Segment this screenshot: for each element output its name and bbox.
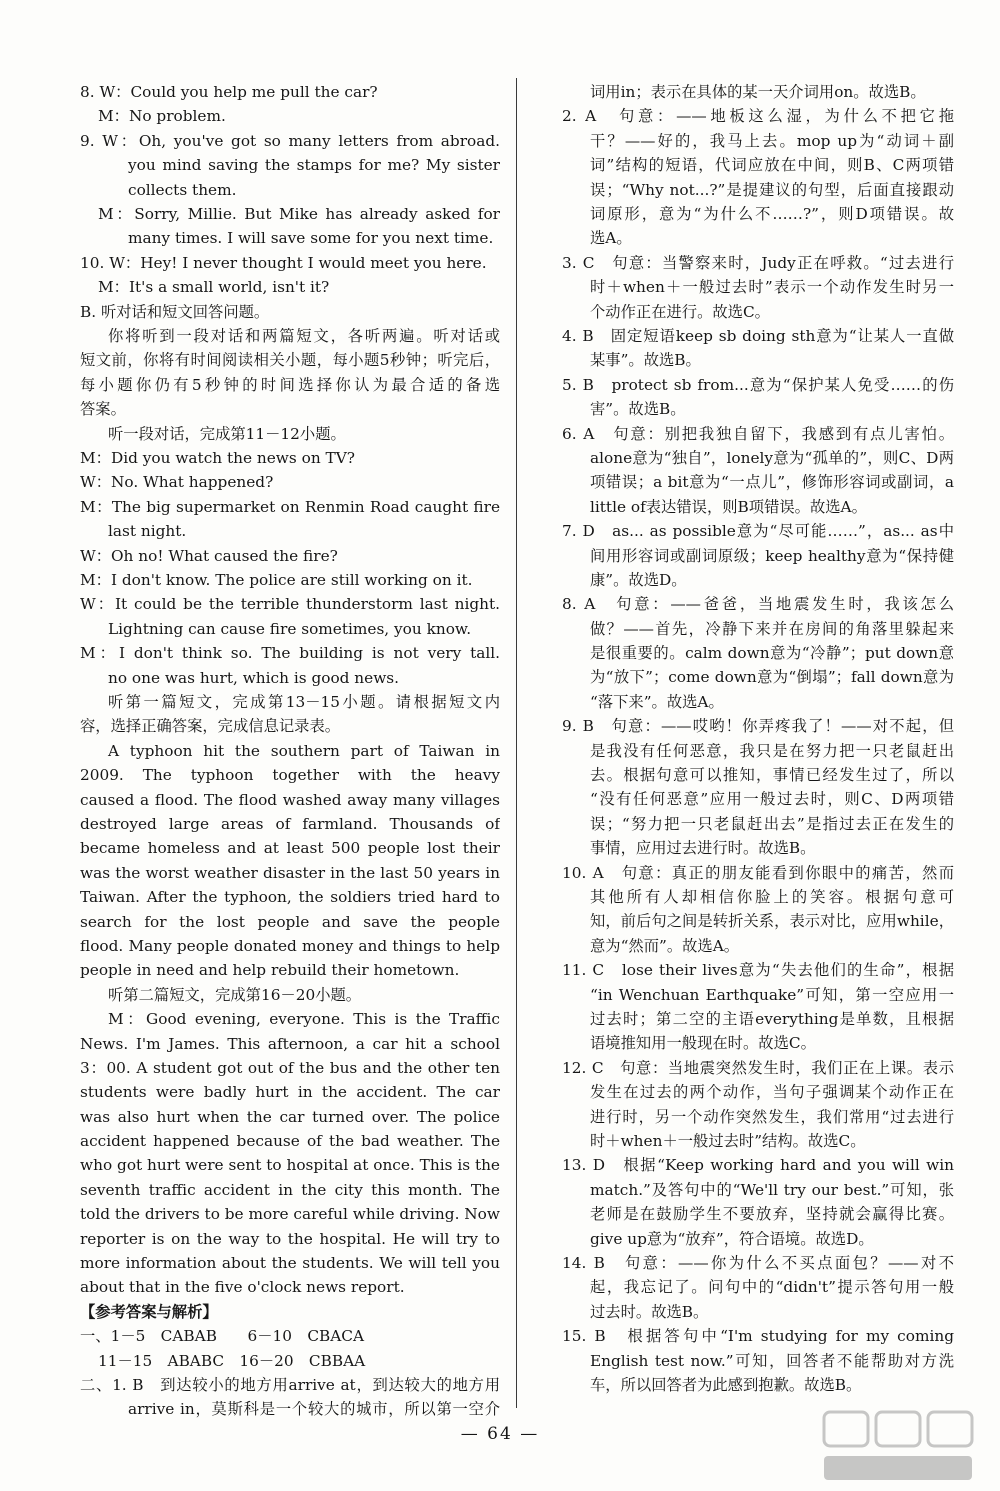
right-text-line: 个动作正在进行。故选C。 [590, 302, 770, 321]
left-text-line: B. 听对话和短文回答问题。 [80, 302, 270, 321]
left-text-line: M：Sorry, Millie. But Mike has already asked for [98, 205, 500, 223]
page-number: — 64 — [460, 1424, 540, 1444]
left-text-line: people in need and help rebuild their hometown. [80, 961, 460, 980]
left-text-line: no one was hurt, which is good news. [108, 668, 400, 687]
left-text-line: collects them. [128, 180, 237, 199]
right-text-line: 时＋when＋一般过去时”结构。故选C。 [590, 1131, 866, 1150]
left-text-line: about that in the five o'clock news report. [80, 1278, 405, 1297]
left-text-line: M：I don't know. The police are still working on it. [80, 571, 473, 590]
left-text-line: M：No problem. [98, 107, 226, 126]
right-text-line: 11. C lose their lives意为“失去他们的生命”，根据 [562, 961, 954, 980]
right-text-line: 误；“努力把一只老鼠赶出去”是指过去正在发生的 [590, 814, 954, 833]
left-text-line: 短文前，你将有时间阅读相关小题，每小题5秒钟；听完后， [80, 351, 500, 370]
right-text-line: 12. C 句意：当地震突然发生时，我们正在上课。表示 [562, 1058, 954, 1077]
right-text-line: 做？——首先，冷静下来并在房间的角落里躲起来 [590, 619, 954, 638]
right-text-line: 7. D as... as possible意为“尽可能……”，as... as中 [562, 522, 954, 541]
right-text-line: 某事”。故选B。 [590, 351, 701, 370]
right-text-line: 6. A 句意：别把我独自留下，我感到有点儿害怕。 [562, 424, 954, 443]
left-text-line: M：Good evening, everyone. This is the Traffic [108, 1010, 500, 1029]
column-divider [516, 78, 517, 1408]
left-text-line: 一、1－5 CABAB 6－10 CBACA [80, 1327, 365, 1346]
right-text-line: 项错误；a bit意为“一点儿”，修饰形容词或副词，a [590, 473, 954, 492]
left-text-line: seventh traffic accident in the city this month. The [80, 1180, 500, 1199]
left-text-line: M：It's a small world, isn't it? [98, 278, 330, 297]
left-text-line: 二、1. B 到达较小的地方用arrive at，到达较大的地方用 [80, 1376, 500, 1395]
left-text-line: W：No. What happened? [80, 473, 274, 492]
right-text-line: 误；“Why not...?”是提建议的句型，后面直接跟动 [590, 180, 954, 199]
right-text-line: 5. B protect sb from...意为“保护某人免受……的伤 [562, 375, 954, 394]
right-text-line: 其他所有人却相信你脸上的笑容。根据句意可 [590, 888, 954, 907]
left-text-line: students were badly hurt in the accident. The car [80, 1083, 500, 1102]
left-text-line: 2009. The typhoon together with the heavy [80, 766, 500, 785]
right-text-line: 语境推知用一般现在时。故选C。 [590, 1034, 816, 1053]
right-text-line: “落下来”。故选A。 [590, 692, 724, 711]
left-text-line: last night. [108, 522, 187, 541]
left-text-line: 容，选择正确答案，完成信息记录表。 [80, 717, 341, 736]
left-text-line: 8. W：Could you help me pull the car? [80, 83, 378, 101]
right-text-line: 3. C 句意：当警察来时，Judy正在呼救。“过去进行 [562, 253, 954, 272]
right-text-line: 13. D 根据“Keep working hard and you will win [562, 1156, 954, 1175]
right-text-line: 选A。 [590, 229, 632, 248]
left-text-line: A typhoon hit the southern part of Taiwan in [108, 741, 500, 760]
left-text-line: 【参考答案与解析】 [80, 1302, 218, 1321]
right-text-line: 词”结构的短语，代词应放在中间，则B、C两项错 [590, 156, 954, 175]
left-text-line: 每小题你仍有5秒钟的时间选择你认为最合适的备选 [80, 375, 500, 394]
right-text-line: 15. B 根据答句中“I'm studying for my coming [562, 1327, 954, 1346]
right-text-line: 过去时。故选B。 [590, 1302, 709, 1321]
right-text-line: match.”及答句中的“We'll try our best.”可知，张 [590, 1180, 954, 1199]
right-text-line: 意为“然而”。故选A。 [590, 936, 740, 955]
right-text-line: 车，所以回答者为此感到抱歉。故选B。 [590, 1375, 862, 1394]
left-text-line: search for the lost people and save the people [80, 912, 500, 931]
left-text-line: told the drivers to be more careful while driving. Now [80, 1205, 500, 1224]
right-text-line: 8. A 句意：——爸爸，当地震发生时，我该怎么 [562, 595, 954, 614]
right-column [562, 80, 954, 1397]
right-text-line: 害”。故选B。 [590, 400, 686, 419]
left-text-line: was the worst weather disaster in the last 50 years in [80, 863, 500, 882]
watermark-logo [818, 1406, 978, 1486]
left-text-line: accident happened because of the bad weather. The [80, 1132, 500, 1151]
right-text-line: 10. A 句意：真正的朋友能看到你眼中的痛苦，然而 [562, 863, 954, 882]
right-text-line: 4. B 固定短语keep sb doing sth意为“让某人一直做 [562, 326, 954, 345]
right-text-line: 老师是在鼓励学生不要放弃，坚持就会赢得比赛。 [590, 1205, 954, 1224]
right-text-line: “没有任何恶意”应用一般过去时，则C、D两项错 [590, 790, 954, 809]
left-text-line: was also hurt when the car turned over. The police [80, 1107, 500, 1126]
right-text-line: 知，前后句之间是转折关系，表示对比，应用while， [590, 912, 954, 931]
left-text-line: M：I don't think so. The building is not very tall. [80, 644, 500, 663]
right-text-line: 是很重要的。calm down意为“冷静”；put down意 [590, 644, 954, 663]
left-text-line: M：Did you watch the news on TV? [80, 449, 355, 467]
left-text-line: who got hurt were sent to hospital at once. This is the [80, 1156, 500, 1175]
right-text-line: 发生在过去的两个动作，当句子强调某个动作正在 [590, 1083, 954, 1102]
left-text-line: 3：00. A student got out of the bus and the other ten [80, 1058, 500, 1077]
right-text-line: 为“放下”；come down意为“倒塌”；fall down意为 [590, 668, 954, 687]
left-text-line: 听一段对话，完成第11－12小题。 [108, 424, 346, 443]
left-text-line: M：The big supermarket on Renmin Road caught fire [80, 497, 500, 516]
left-text-line: W：It could be the terrible thunderstorm last night. [80, 595, 500, 614]
right-text-line: 去。根据句意可以推知，事情已经发生过了，所以 [590, 766, 954, 785]
left-text-line: 9. W：Oh, you've got so many letters from abroad. [80, 131, 500, 150]
right-text-line: 词原形，意为“为什么不……?”，则D项错误。故 [590, 204, 954, 223]
left-text-line: caused a flood. The flood washed away many villages [80, 790, 500, 809]
right-text-line: 事情，应用过去进行时。故选B。 [590, 839, 816, 858]
left-text-line: Taiwan. After the typhoon, the soldiers tried hard to [80, 888, 500, 907]
left-text-line: W：Oh no! What caused the fire? [80, 546, 338, 565]
right-text-line: 康”。故选D。 [590, 570, 687, 589]
right-text-line: little of表达错误，则B项错误。故选A。 [590, 497, 867, 516]
left-text-line: reporter is on the way to the hospital. He will try to [80, 1229, 500, 1248]
left-text-line: flood. Many people donated money and things to help [80, 936, 500, 955]
left-text-line: many times. I will save some for you next time. [128, 229, 494, 248]
right-text-line: 过去时；第二空的主语everything是单数，且根据 [590, 1010, 954, 1028]
left-text-line: 10. W：Hey! I never thought I would meet you here. [80, 253, 487, 272]
left-text-line: became homeless and at least 500 people lost their [80, 839, 500, 858]
right-text-line: English test now.”可知，回答者不能帮助对方洗 [590, 1351, 954, 1370]
left-text-line: 听第二篇短文，完成第16－20小题。 [108, 985, 362, 1004]
right-text-line: 2. A 句意：——地板这么湿，为什么不把它拖 [562, 107, 954, 126]
right-text-line: alone意为“独自”，lonely意为“孤单的”，则C、D两 [590, 448, 954, 467]
left-text-line: News. I'm James. This afternoon, a car hit a school [80, 1034, 500, 1053]
left-text-line: Lightning can cause fire sometimes, you know. [108, 619, 472, 638]
left-text-line: you mind saving the stamps for me? My sister [128, 156, 500, 175]
right-text-line: “in Wenchuan Earthquake”可知，第一空应用一 [590, 985, 954, 1004]
right-text-line: 起，我忘记了。问句中的“didn't”提示答句用一般 [590, 1278, 954, 1297]
right-text-line: give up意为“放弃”，符合语境。故选D。 [590, 1229, 874, 1248]
right-text-line: 词用in；表示在具体的某一天介词用on。故选B。 [590, 83, 926, 101]
left-text-line: 你将听到一段对话和两篇短文，各听两遍。听对话或 [108, 327, 500, 346]
left-text-line: 答案。 [80, 400, 126, 419]
right-text-line: 14. B 句意：——你为什么不买点面包？——对不 [562, 1253, 954, 1272]
right-text-line: 9. B 句意：——哎哟！你弄疼我了！——对不起，但 [562, 717, 954, 736]
left-text-line: destroyed large areas of farmland. Thousands of [80, 814, 500, 833]
right-text-line: 进行时，另一个动作突然发生，我们常用“过去进行 [590, 1107, 954, 1126]
right-text-line: 干？——好的，我马上去。mop up为“动词＋副 [590, 131, 954, 150]
left-text-line: arrive in，莫斯科是一个较大的城市，所以第一空介 [128, 1400, 500, 1419]
right-text-line: 间用形容词或副词原级；keep healthy意为“保持健 [590, 546, 954, 565]
left-text-line: 11－15 ABABC 16－20 CBBAA [98, 1351, 366, 1370]
left-column [80, 80, 500, 1422]
right-text-line: 时＋when＋一般过去时”表示一个动作发生时另一 [590, 278, 954, 297]
right-text-line: 是我没有任何恶意，我只是在努力把一只老鼠赶出 [590, 741, 954, 760]
left-text-line: more information about the students. We will tell you [80, 1254, 500, 1273]
left-text-line: 听第一篇短文，完成第13－15小题。请根据短文内 [108, 693, 500, 712]
